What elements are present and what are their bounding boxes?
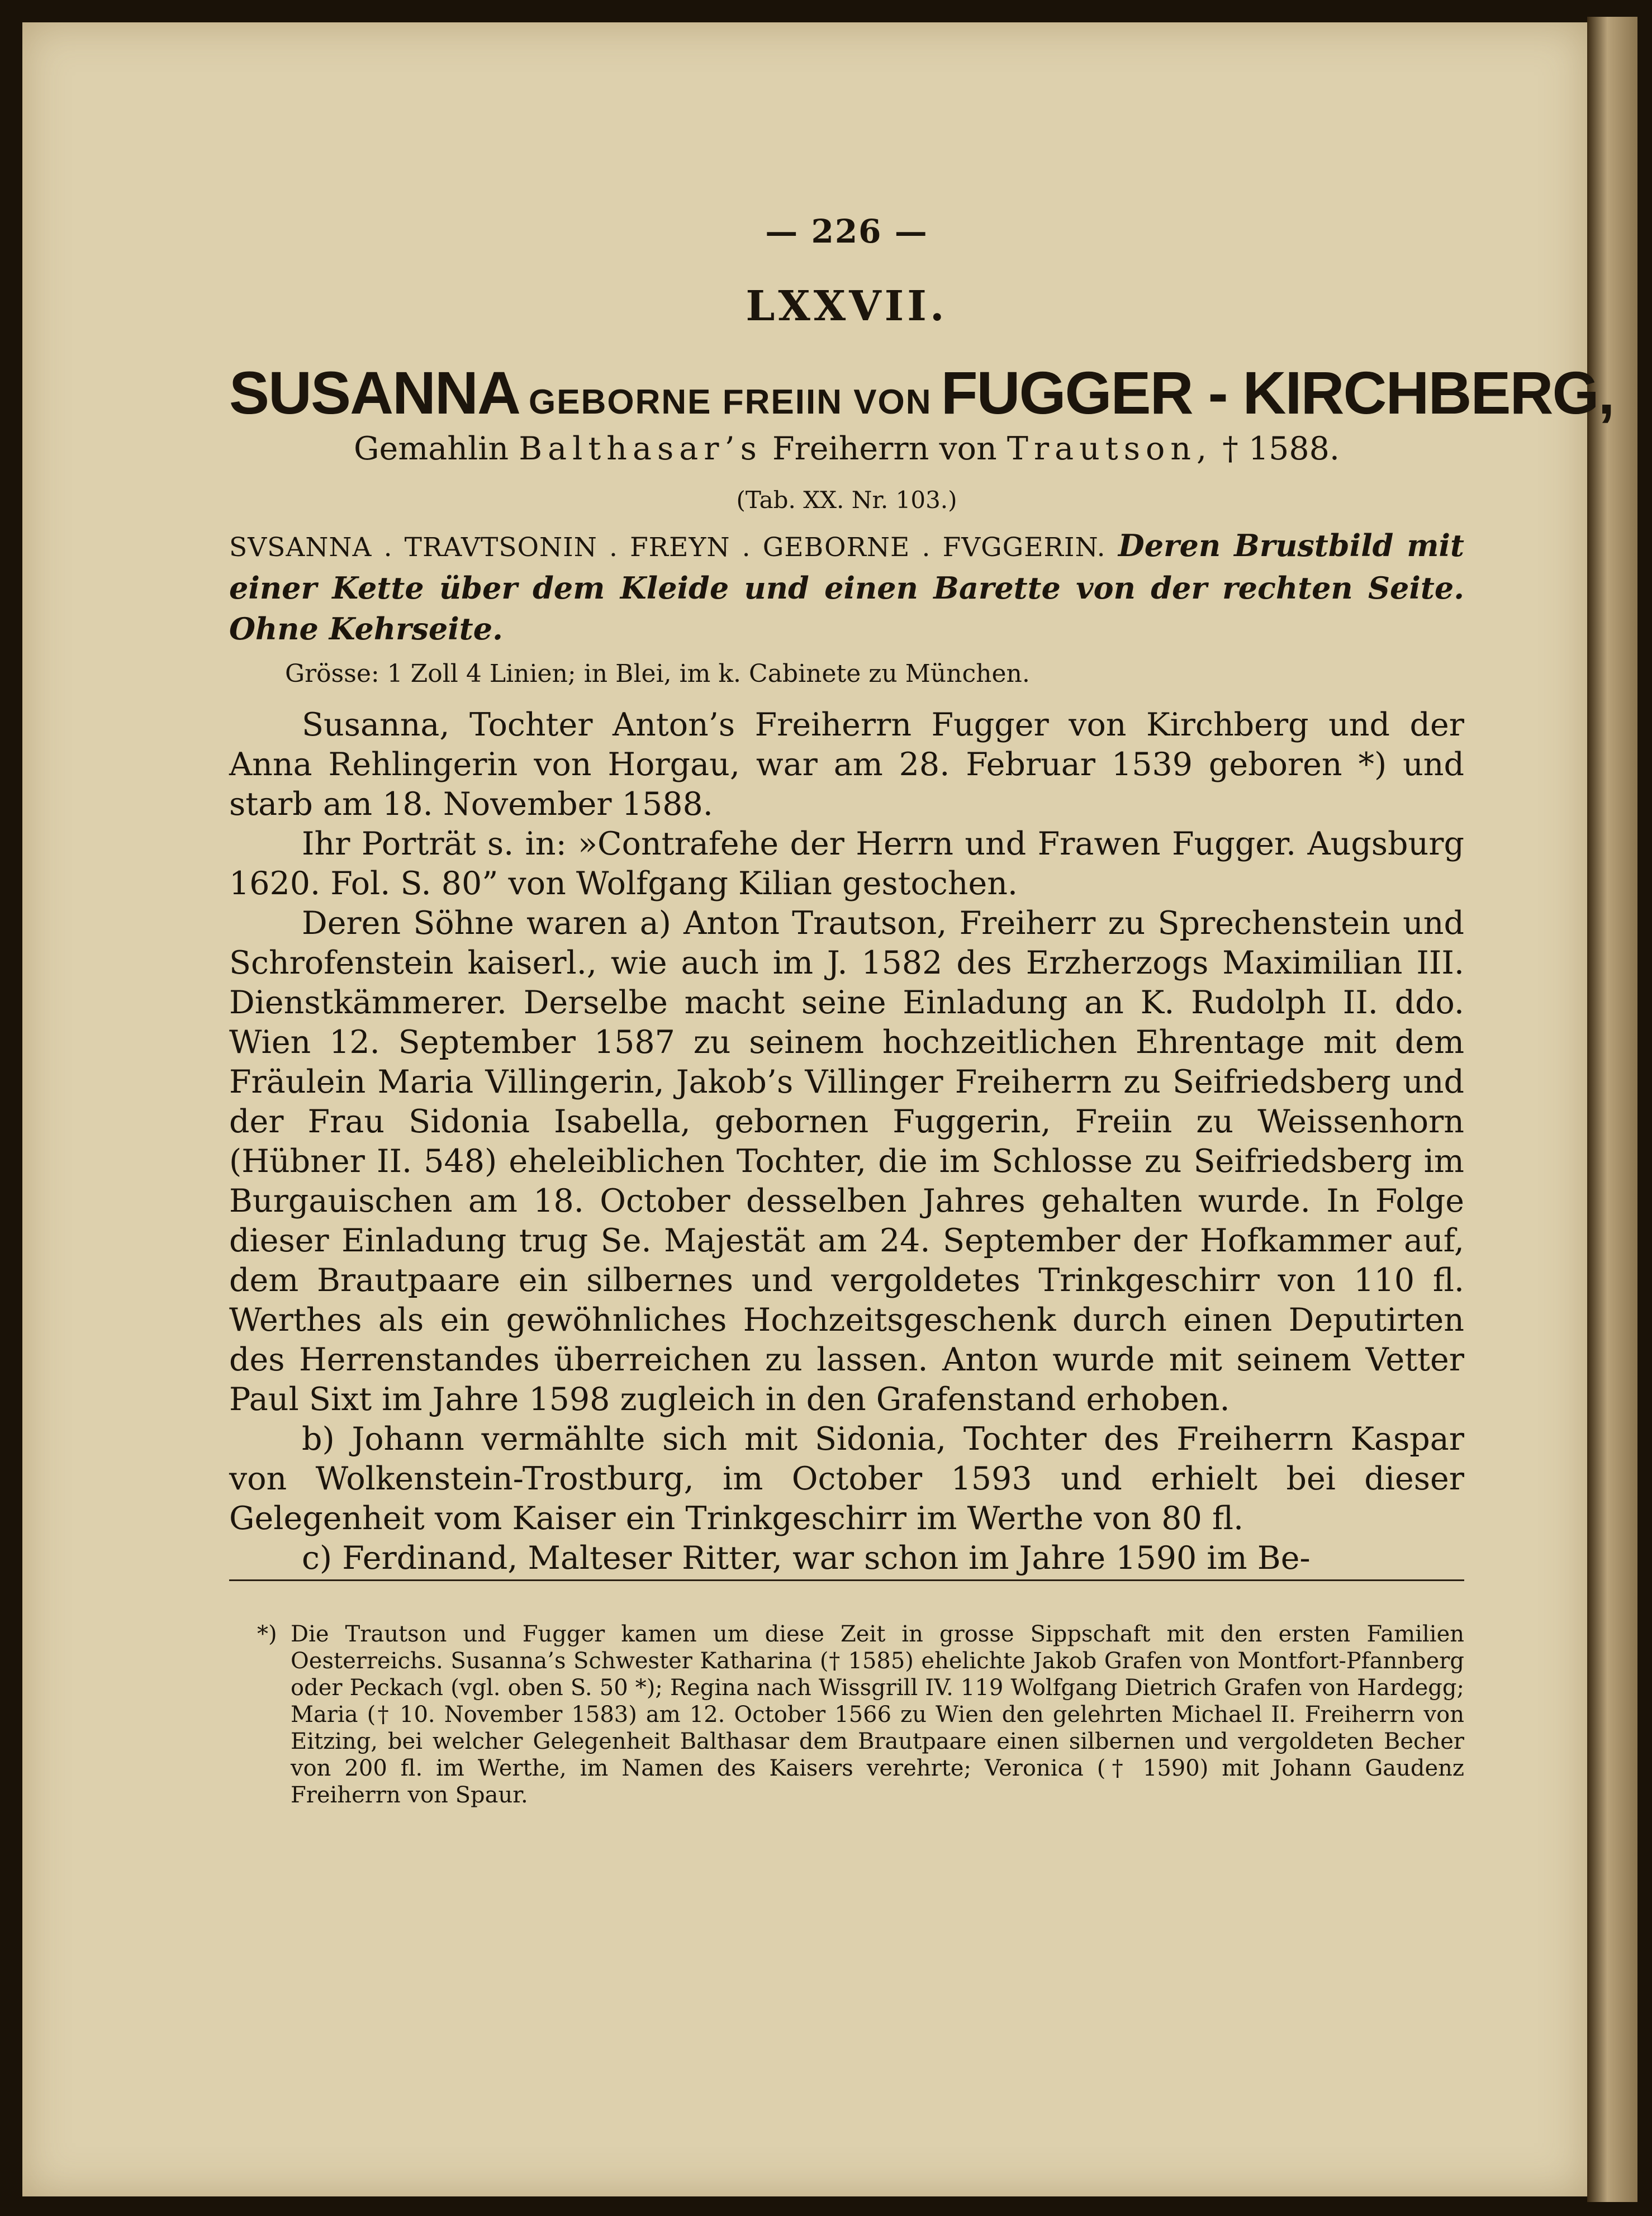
paragraph: b) Johann vermählte sich mit Sidonia, Tochter des Freiherrn Kaspar von Wolkenstein-Trostburg, im October 1593 und erhielt bei dieser Gelegenheit vom Kaiser ein Trinkgeschirr im Werthe von 80 fl.	[229, 1421, 1464, 1537]
footnote	[257, 1621, 1464, 1809]
page-number: — 226 —	[765, 212, 928, 250]
footnote-divider	[229, 1579, 1464, 1581]
paragraph: Deren Söhne waren a) Anton Trautson, Freiherr zu Sprechenstein und Schrofenstein kaiserl., wie auch im J. 1582 des Erzherzogs Maximilian III. Dienstkämmerer. Derselbe macht seine Einladung an K. Rudolph II. ddo. Wien 12. September 1587 zu seinem hochzeitlichen Ehrentage mit dem Fräulein Maria Villingerin, Jakob’s Villinger Freiherrn zu Seifriedsberg und der Frau Sidonia Isabella, gebornen Fuggerin, Freiin zu Weissenhorn (Hübner II. 548) eheleiblichen Tochter, die im Schlosse zu Seifriedsberg im Burgauischen am 18. October desselben Jahres gehalten wurde. In Folge dieser Einladung trug Se. Majestät am 24. September der Hofkammer auf, dem Brautpaare ein silbernes und vergoldetes Trinkgeschirr von 110 fl. Werthes als ein gewöhnliches Hochzeitsgeschenk durch einen Deputirten des Herrenstandes überreichen zu lassen. Anton wurde mit seinem Vetter Paul Sixt im Jahre 1598 zugleich in den Grafenstand erhoben.	[229, 905, 1464, 1418]
page-title	[229, 358, 1614, 428]
subtitle-family: Trautson,	[1007, 430, 1213, 467]
footnote-mark: *)	[257, 1621, 277, 1647]
subtitle-pre: Gemahlin	[353, 430, 509, 467]
medal-description-text: Deren Brustbild mit einer Kette über dem Kleide und einen Barette von der rechten Seite. Ohne Kehrseite.	[229, 528, 1465, 647]
paragraph: Ihr Porträt s. in: »Contrafehe der Herrn und Frawen Fugger. Augsburg 1620. Fol. S. 80” von Wolfgang Kilian gestochen.	[229, 825, 1464, 902]
size-line: Grösse: 1 Zoll 4 Linien; in Blei, im k. Cabinete zu München.	[285, 659, 1030, 688]
body-text	[229, 705, 1464, 1578]
footnote-text: Die Trautson und Fugger kamen um diese Zeit in grosse Sippschaft mit den ersten Familien Oesterreichs. Susanna’s Schwester Katharina († 1585) ehelichte Jakob Grafen von Montfort-Pfannberg oder Peckach (vgl. oben S. 50 *); Regina nach Wissgrill IV. 119 Wolfgang Dietrich Grafen von Hardegg; Maria († 10. November 1583) am 12. October 1566 zu Wien den gelehrten Michael II. Freiherrn von Eitzing, bei welcher Gelegenheit Balthasar dem Brautpaare einen silbernen und vergoldeten Becher von 200 fl. im Werthe, im Namen des Kaisers verehrte; Veronica († 1590) mit Johann Gaudenz Freiherrn von Spaur.	[291, 1621, 1464, 1808]
subtitle	[229, 430, 1464, 467]
subtitle-name: Balthasar’s	[519, 430, 762, 467]
table-reference: (Tab. XX. Nr. 103.)	[736, 486, 957, 514]
paragraph: c) Ferdinand, Malteser Ritter, war schon im Jahre 1590 im Be-	[302, 1540, 1311, 1577]
title-middle: GEBORNE FREIIN VON	[529, 383, 932, 421]
subtitle-mid: Freiherrn von	[772, 430, 997, 467]
book-gutter	[1587, 17, 1637, 2202]
title-family: FUGGER - KIRCHBERG,	[941, 359, 1614, 426]
medal-inscription: SVSANNA . TRAVTSONIN . FREYN . GEBORNE . FVGGERIN.	[229, 532, 1106, 563]
title-name: SUSANNA	[229, 359, 520, 426]
subtitle-death: † 1588.	[1222, 430, 1340, 467]
section-numeral: LXXVII.	[746, 282, 948, 330]
paragraph: Susanna, Tochter Anton’s Freiherrn Fugger von Kirchberg und der Anna Rehlingerin von Horgau, war am 28. Februar 1539 geboren *) und starb am 18. November 1588.	[229, 706, 1464, 823]
medal-description	[229, 525, 1464, 649]
